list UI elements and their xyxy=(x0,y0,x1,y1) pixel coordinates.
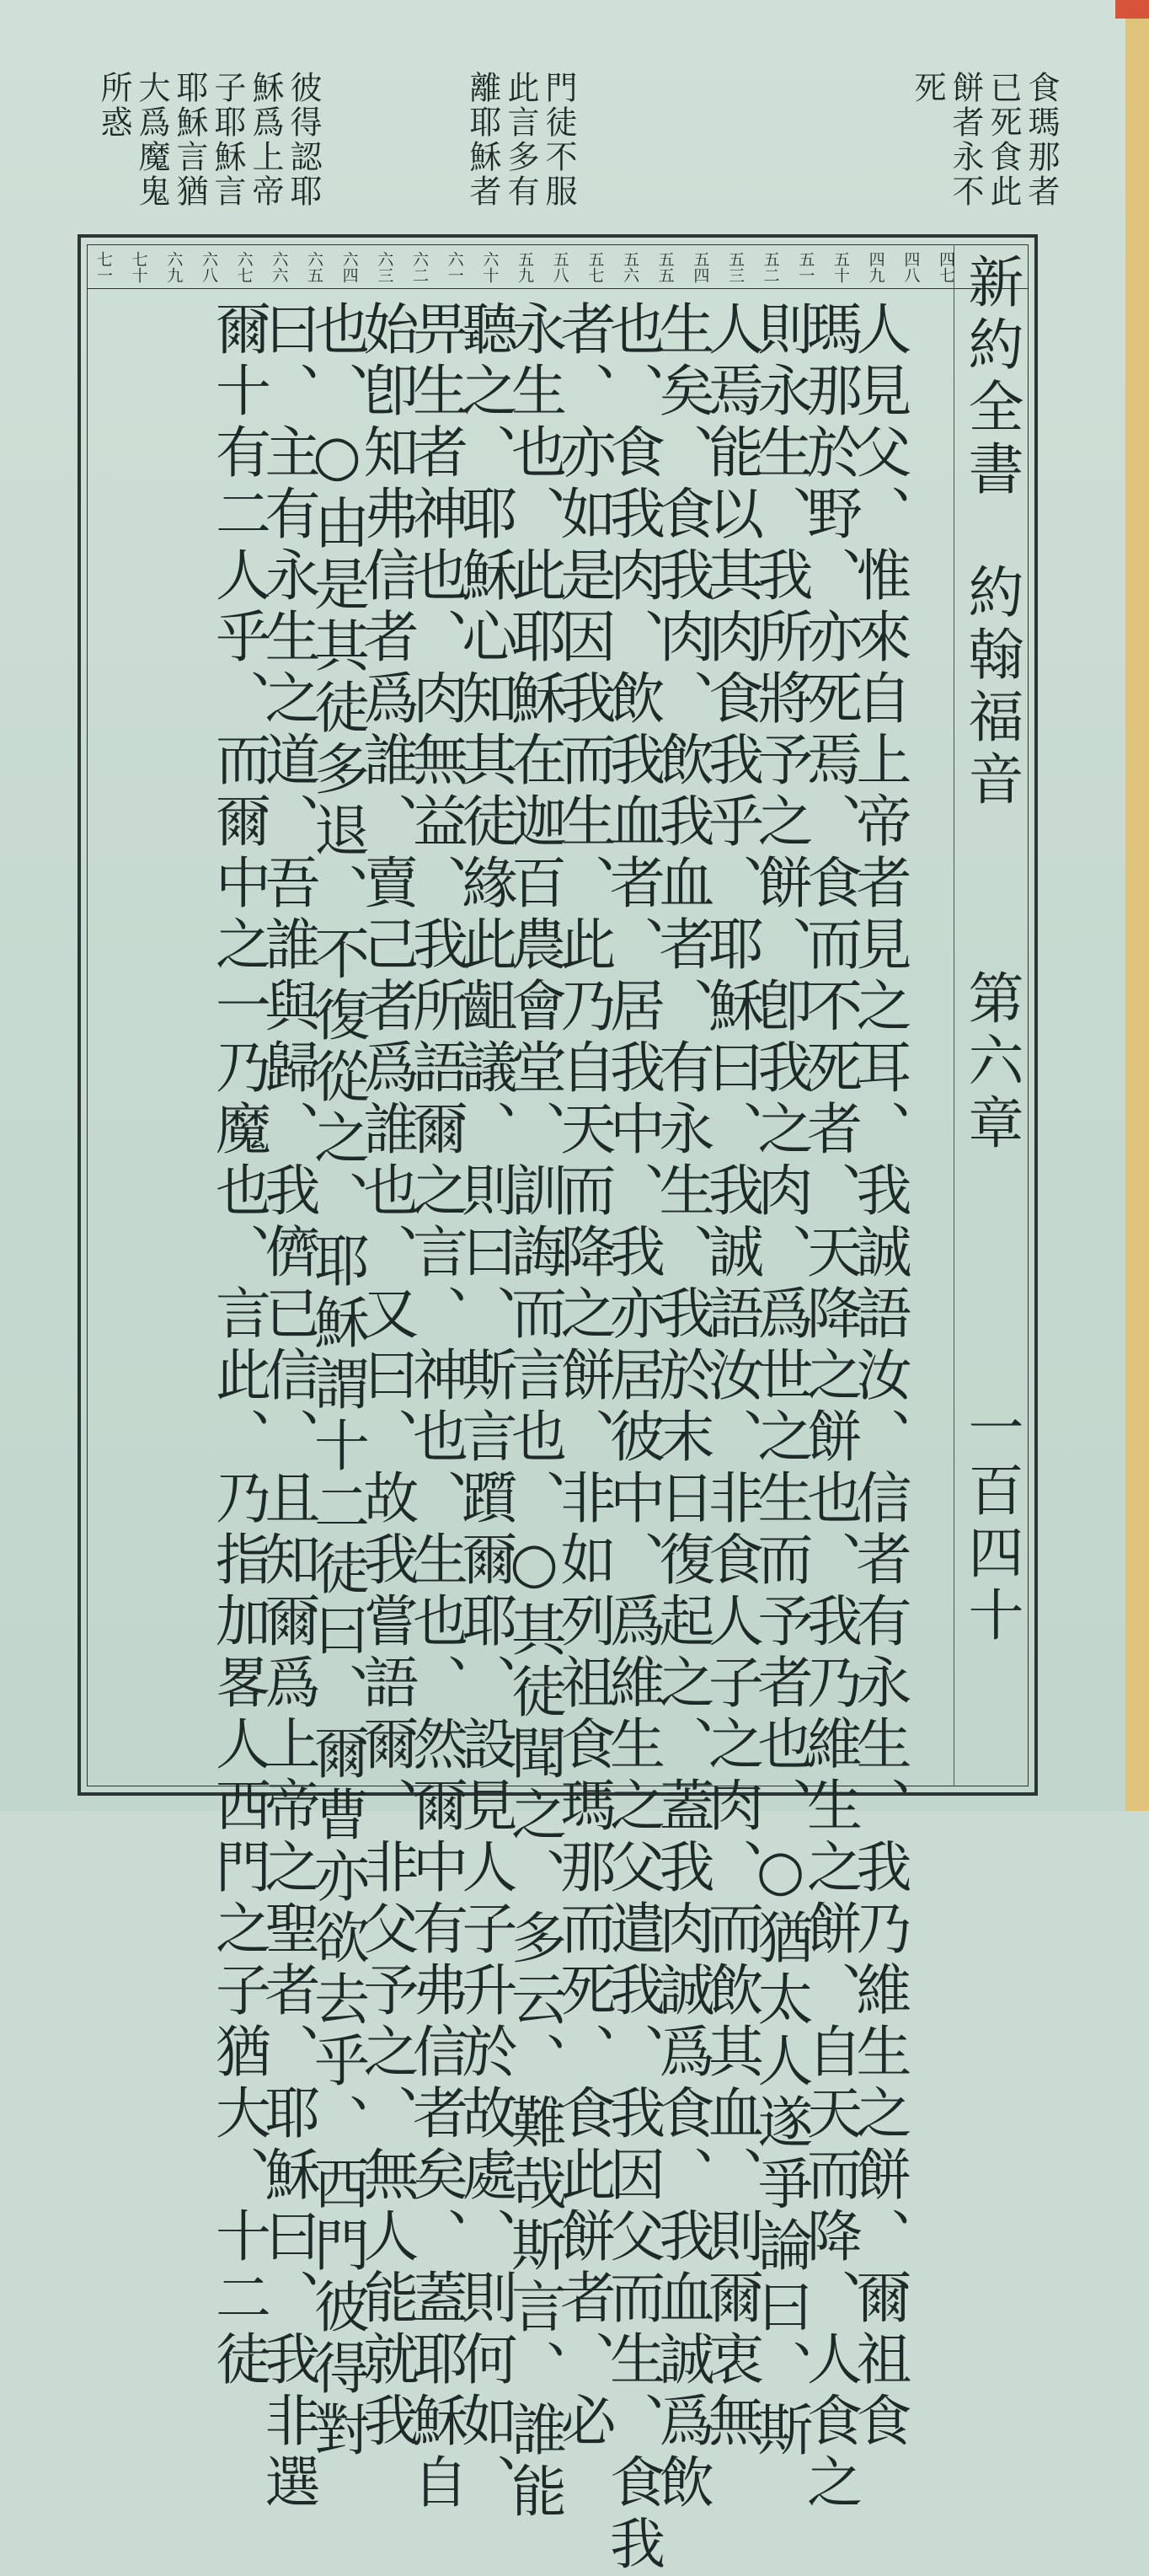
text-column: 始卽知弗信者爲誰、賣己者爲誰也、又曰、故我嘗語爾、非父予之、無人能就我 xyxy=(354,300,419,2453)
verse-number-band-divider xyxy=(87,288,1029,289)
text-column: 瑪那於野、亦死焉、食而不死者、天降之餅也、我乃維生之餅、自天而降、人食之 xyxy=(797,300,863,2514)
verse-ref: 五三 xyxy=(726,251,745,283)
verse-ref: 五十 xyxy=(831,251,850,283)
verse-ref: 六七 xyxy=(234,251,254,283)
text-column: 畀生者神也、肉無益、我所語爾之言、神也、生也、然爾中有弗信者矣、蓋耶穌自 xyxy=(403,300,468,2514)
verse-ref: 四八 xyxy=(901,251,921,283)
page-number: 一百四十 xyxy=(959,1399,1023,1648)
verse-ref: 六八 xyxy=(200,251,218,283)
text-column: 永生也、此耶穌在迦百農會堂、訓誨而言也、○其徒聞之、多云、難哉斯言、誰能 xyxy=(501,300,567,2524)
verse-ref: 四七 xyxy=(937,251,955,283)
verse-ref: 七一 xyxy=(94,251,113,283)
verse-ref: 六九 xyxy=(164,251,184,283)
text-column: 生矣、食我肉、飲我血者、有永生、我於末日復起之、蓋我肉誠爲食、我血誠爲飲 xyxy=(649,300,714,2514)
verse-ref: 五四 xyxy=(691,251,710,283)
verse-ref: 七十 xyxy=(129,251,148,283)
verse-ref: 六一 xyxy=(445,251,464,283)
headnote-line: 此言多有 xyxy=(502,71,539,209)
headnote-line: 餅者永不 xyxy=(947,71,984,209)
verse-ref: 五五 xyxy=(655,251,675,283)
running-head-gospel: 約翰福音 xyxy=(959,563,1023,812)
page-edge xyxy=(1125,0,1149,1811)
verse-ref: 五七 xyxy=(585,251,605,283)
headnote-line: 門徒不服 xyxy=(540,71,577,209)
running-head-book: 新約全書 xyxy=(959,253,1023,502)
verse-ref: 六四 xyxy=(339,251,359,283)
verse-ref: 六二 xyxy=(410,251,429,283)
headnote-line: 已死食此 xyxy=(985,71,1022,209)
text-column: 者、亦如是因我而生、此乃自天而降之餅、非如列祖食瑪那而死、食此餅者、必 xyxy=(551,300,616,2453)
headnote-line: 穌爲上帝 xyxy=(247,71,284,209)
text-column: 聽之、耶穌心知其徒緣此齟議、則曰、斯言躓爾耶、設見人子升於故處、則何如、 xyxy=(452,300,517,2514)
headnote-line: 離耶穌者 xyxy=(464,71,501,209)
headnote-line: 子耶穌言 xyxy=(209,71,246,209)
verse-ref: 五二 xyxy=(761,251,780,283)
headnote-line: 所惑 xyxy=(95,71,132,140)
headnote-middle xyxy=(463,71,577,231)
verse-ref: 六六 xyxy=(270,251,289,283)
text-column: 人見父、惟來自上帝者見之耳、我誠語汝、信者有永生、我乃維生之餅、爾祖食 xyxy=(847,300,911,2453)
verse-ref: 六十 xyxy=(480,251,500,283)
page-edge-mark xyxy=(1115,0,1149,19)
verse-ref: 五九 xyxy=(516,251,534,283)
headnote-line: 耶穌言猶 xyxy=(171,71,208,209)
running-head-chapter: 第六章 xyxy=(959,969,1023,1156)
verse-ref: 五八 xyxy=(550,251,569,283)
headnote-line: 大爲魔鬼 xyxy=(133,71,170,209)
text-column: 也、○由是其徒多退、不復從之、耶穌謂十二徒曰、爾曹亦欲去乎、西門彼得對 xyxy=(304,300,370,2462)
text-column: 也、食我肉、飲我血者、居我中、我亦居彼中、爲維生之父遣我、我因父而生、食我 xyxy=(600,300,665,2576)
headnote-line: 彼得認耶 xyxy=(285,71,322,209)
verse-ref: 四九 xyxy=(866,251,885,283)
verse-ref: 五一 xyxy=(796,251,815,283)
verse-ref: 六五 xyxy=(305,251,323,283)
text-column: 人焉能以其肉食我乎、耶穌曰、我誠語汝、非食人子之肉、而飲其血、則爾衷無 xyxy=(698,300,764,2453)
text-column: 爾十有二人乎、而爾中之一乃魔也、言此、乃指加畧人西門之子猶大、十二徒 xyxy=(206,300,271,2391)
headnote-line: 食瑪那者 xyxy=(1023,71,1060,209)
text-column: 則永生、我所將予之餅、卽我之肉、爲世之生而予者也、○猶太人遂爭論曰、斯 xyxy=(748,300,813,2462)
verse-ref: 五六 xyxy=(621,251,639,283)
text-column: 曰、主有永生之道、吾誰與歸、我儕已信、且知爾爲上帝之聖者、耶穌曰、我非選 xyxy=(255,300,320,2514)
verse-ref: 六三 xyxy=(375,251,394,283)
headnote-right xyxy=(908,71,1060,231)
headnote-line: 死 xyxy=(909,71,946,105)
headnote-left xyxy=(94,71,322,231)
